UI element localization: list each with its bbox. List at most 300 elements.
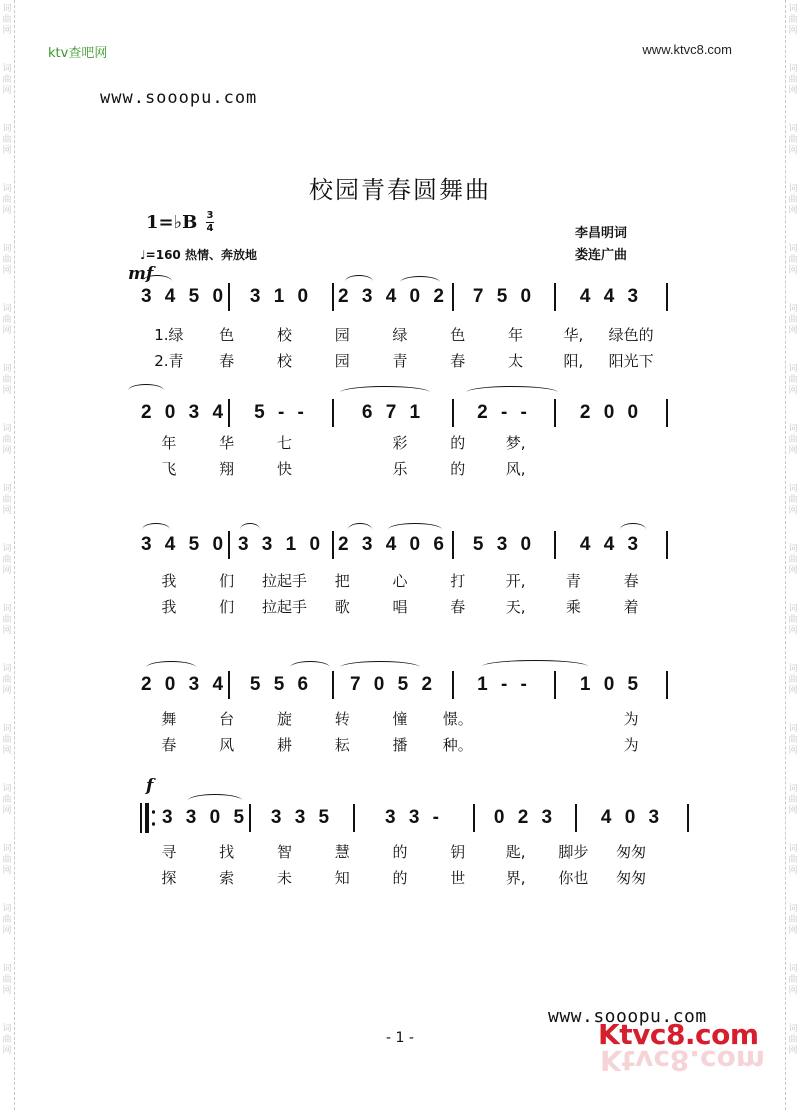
watermark-char: 网	[2, 566, 12, 576]
dynamic-f: f	[146, 776, 154, 796]
watermark-char: 网	[788, 746, 798, 756]
watermark-char: 词	[788, 304, 798, 314]
lyric-line-2	[140, 596, 660, 618]
watermark-char: 词	[788, 484, 798, 494]
measure-notes: 5 3 0	[472, 534, 536, 555]
measure-notes: 2 3 4 0 2	[338, 286, 448, 307]
lyric-syllable	[313, 432, 371, 454]
measure	[556, 402, 666, 424]
notation-line	[140, 670, 668, 700]
watermark-char: 词	[788, 784, 798, 794]
lyric-syllable: 春	[161, 736, 177, 754]
watermark-char: 网	[2, 986, 12, 996]
watermark-glyphs	[0, 544, 14, 577]
lyric-line-2	[140, 458, 660, 480]
watermark-char: 网	[788, 26, 798, 36]
watermark-char: 网	[2, 86, 12, 96]
watermark-char: 词	[788, 904, 798, 914]
watermark-char: 曲	[788, 375, 798, 385]
watermark-char: 网	[788, 266, 798, 276]
time-signature	[206, 211, 214, 234]
barline	[666, 671, 668, 699]
measure-notes: 3 4 5 0	[140, 534, 228, 555]
lyric-syllable: 春	[450, 598, 466, 616]
lyric-syllable: 乘	[565, 598, 581, 616]
lyric-syllable: 为	[623, 736, 639, 754]
watermark-glyphs	[786, 964, 800, 997]
measure	[230, 402, 332, 424]
watermark-glyphs	[0, 424, 14, 457]
measure-notes: 3 4 5 0	[140, 286, 228, 307]
lyric-syllable: 打	[450, 572, 466, 590]
barline	[666, 283, 668, 311]
slur-arc	[142, 523, 170, 536]
watermark-char: 曲	[2, 75, 12, 85]
lyric-syllable: 1.绿	[154, 326, 184, 344]
watermark-char: 网	[2, 746, 12, 756]
lyric-syllable: 转	[334, 710, 350, 728]
watermark-char: 曲	[788, 75, 798, 85]
slur-arc	[146, 661, 196, 674]
watermark-glyphs	[786, 484, 800, 517]
watermark-char: 曲	[788, 915, 798, 925]
watermark-char: 曲	[788, 795, 798, 805]
lyric-syllable: 校	[276, 326, 292, 344]
slur-arc	[400, 276, 440, 289]
lyric-syllable: 色	[219, 326, 235, 344]
measure	[230, 674, 332, 696]
watermark-glyphs	[0, 64, 14, 97]
lyric-syllable: 探	[161, 869, 177, 887]
measure-notes: 4 4 3	[579, 286, 643, 307]
measure	[334, 286, 452, 308]
lyric-syllable: 色	[450, 326, 466, 344]
source-url-top: www.sooopu.com	[100, 88, 258, 108]
lyric-syllable	[487, 708, 545, 730]
lyric-syllable: 青	[392, 352, 408, 370]
lyric-syllable: 你也	[558, 869, 589, 887]
watermark-glyphs	[0, 724, 14, 757]
measure-notes: 3 3 0 5	[161, 807, 249, 828]
watermark-char: 网	[2, 206, 12, 216]
measure	[230, 534, 332, 556]
measure-notes: 7 0 5 2	[349, 674, 437, 695]
watermark-char: 曲	[2, 795, 12, 805]
lyric-syllable: 匆匆	[616, 843, 647, 861]
watermark-char: 曲	[2, 15, 12, 25]
lyric-syllable: 播	[392, 736, 408, 754]
source-url-bottom: www.sooopu.com	[548, 1006, 707, 1027]
lyric-syllable: 阳光下	[608, 352, 654, 370]
lyric-syllable: 年	[161, 434, 177, 452]
composer-credit: 娄连广曲	[575, 248, 628, 263]
header-site-name: ktv查吧网	[48, 46, 108, 61]
watermark-char: 词	[2, 1024, 12, 1034]
logo-rest: tvc8.com	[619, 1018, 759, 1051]
measure-notes: 2 0 3 4	[140, 402, 228, 423]
lyric-syllable	[313, 458, 371, 480]
watermark-char: 词	[2, 904, 12, 914]
watermark-char: 词	[2, 64, 12, 74]
watermark-char: 曲	[2, 495, 12, 505]
watermark-char: 曲	[2, 1035, 12, 1045]
tempo-marking: ♩=160 热情、奔放地	[140, 248, 257, 262]
lyric-syllable: 唱	[392, 598, 408, 616]
measure-notes: 1 0 5	[579, 674, 643, 695]
lyric-syllable: 绿色的	[608, 326, 654, 344]
slur-arc	[240, 523, 260, 536]
lyric-line-1	[140, 708, 660, 730]
song-title: 校园青春圆舞曲	[309, 176, 491, 204]
slur-arc	[466, 386, 558, 399]
watermark-char: 词	[2, 184, 12, 194]
measure	[230, 286, 332, 308]
lyric-syllable: 心	[392, 572, 408, 590]
barline	[666, 531, 668, 559]
lyric-syllable: 七	[276, 434, 292, 452]
watermark-char: 网	[2, 926, 12, 936]
watermark-char: 词	[788, 364, 798, 374]
watermark-char: 词	[2, 724, 12, 734]
lyric-syllable: 界,	[505, 869, 526, 887]
watermark-char: 词	[2, 964, 12, 974]
watermark-char: 网	[2, 686, 12, 696]
watermark-char: 曲	[788, 15, 798, 25]
watermark-char: 词	[788, 184, 798, 194]
watermark-char: 词	[788, 844, 798, 854]
lyric-syllable: 拉起手	[261, 598, 307, 616]
watermark-char: 曲	[788, 675, 798, 685]
lyric-syllable: 索	[219, 869, 235, 887]
lyric-syllable: 的	[450, 434, 466, 452]
watermark-char: 网	[788, 86, 798, 96]
measure-notes: 6 7 1	[361, 402, 425, 423]
lyric-syllable: 梦,	[505, 434, 526, 452]
lyric-syllable: 的	[392, 869, 408, 887]
watermark-char: 网	[788, 206, 798, 216]
lyric-syllable: 种。	[442, 736, 473, 754]
watermark-char: 曲	[788, 855, 798, 865]
measure	[577, 807, 687, 829]
lyric-syllable: 2.青	[154, 352, 184, 370]
watermark-glyphs	[786, 244, 800, 277]
lyric-syllable: 耘	[334, 736, 350, 754]
lyric-syllable	[602, 458, 660, 480]
watermark-char: 曲	[788, 615, 798, 625]
watermark-char: 网	[2, 446, 12, 456]
watermark-char: 词	[2, 604, 12, 614]
lyric-syllable: 太	[508, 352, 524, 370]
measure-notes: 0 2 3	[493, 807, 557, 828]
slur-arc	[340, 661, 420, 674]
lyric-syllable: 翔	[219, 460, 235, 478]
lyric-line-2	[140, 350, 660, 372]
lyric-syllable: 智	[276, 843, 292, 861]
watermark-char: 网	[2, 266, 12, 276]
lyricist-credit: 李昌明词	[575, 226, 628, 241]
watermark-char: 曲	[2, 855, 12, 865]
slur-arc	[620, 523, 646, 536]
repeat-start-barline	[140, 803, 155, 833]
lyric-syllable: 把	[334, 572, 350, 590]
measure	[355, 807, 473, 829]
lyric-line-2	[140, 867, 660, 889]
barline	[666, 399, 668, 427]
watermark-char: 词	[2, 424, 12, 434]
watermark-glyphs	[786, 724, 800, 757]
slur-arc	[388, 523, 442, 536]
measure-notes: 4 4 3	[579, 534, 643, 555]
measure	[556, 286, 666, 308]
measure	[140, 674, 228, 696]
watermark-glyphs	[786, 424, 800, 457]
watermark-char: 网	[788, 566, 798, 576]
lyric-syllable	[544, 708, 602, 730]
lyric-syllable: 钥	[450, 843, 466, 861]
watermark-glyphs	[786, 844, 800, 877]
lyric-syllable: 歌	[334, 598, 350, 616]
lyric-line-1	[140, 432, 660, 454]
watermark-char: 曲	[788, 195, 798, 205]
watermark-char: 曲	[788, 735, 798, 745]
watermark-char: 曲	[2, 675, 12, 685]
watermark-glyphs	[0, 844, 14, 877]
lyric-syllable	[544, 734, 602, 756]
measure-notes: 5 5 6	[249, 674, 313, 695]
watermark-char: 曲	[2, 435, 12, 445]
lyric-syllable: 匙,	[505, 843, 526, 861]
watermark-char: 曲	[2, 375, 12, 385]
measure-notes: 7 5 0	[472, 286, 536, 307]
lyric-syllable: 拉起手	[261, 572, 307, 590]
lyric-syllable: 我	[161, 598, 177, 616]
lyric-syllable: 绿	[392, 326, 408, 344]
lyric-syllable: 园	[334, 352, 350, 370]
lyric-syllable: 世	[450, 869, 466, 887]
lyric-syllable: 憬。	[442, 710, 473, 728]
watermark-glyphs	[0, 664, 14, 697]
measure	[454, 674, 554, 696]
lyric-line-1	[140, 324, 660, 346]
lyric-syllable: 春	[450, 352, 466, 370]
watermark-char: 曲	[2, 555, 12, 565]
watermark-glyphs	[786, 304, 800, 337]
watermark-glyphs	[786, 604, 800, 637]
watermark-glyphs	[0, 784, 14, 817]
watermark-char: 网	[788, 866, 798, 876]
lyric-syllable: 彩	[392, 434, 408, 452]
watermark-glyphs	[0, 4, 14, 37]
watermark-char: 网	[788, 446, 798, 456]
watermark-glyphs	[786, 4, 800, 37]
watermark-char: 网	[2, 146, 12, 156]
watermark-char: 网	[788, 926, 798, 936]
measure	[334, 534, 452, 556]
watermark-char: 曲	[788, 1035, 798, 1045]
header-site-url: www.ktvc8.com	[642, 42, 732, 57]
measure	[475, 807, 575, 829]
lyric-syllable: 年	[508, 326, 524, 344]
lyric-syllable: 的	[450, 460, 466, 478]
lyric-syllable: 我	[161, 572, 177, 590]
watermark-glyphs	[786, 124, 800, 157]
slur-arc	[348, 523, 372, 536]
lyric-syllable: 飞	[161, 460, 177, 478]
measure	[454, 534, 554, 556]
lyric-syllable: 春	[623, 572, 639, 590]
page-number: - 1 -	[386, 1030, 414, 1046]
logo-k: K	[598, 1018, 620, 1051]
watermark-glyphs	[0, 244, 14, 277]
lyric-line-1	[140, 841, 660, 863]
watermark-char: 网	[2, 506, 12, 516]
measure	[334, 402, 452, 424]
lyric-syllable: 们	[219, 598, 235, 616]
watermark-char: 词	[2, 784, 12, 794]
lyric-syllable: 知	[334, 869, 350, 887]
lyric-syllable	[602, 432, 660, 454]
lyric-syllable: 春	[219, 352, 235, 370]
watermark-char: 网	[2, 806, 12, 816]
watermark-char: 曲	[2, 195, 12, 205]
watermark-glyphs	[0, 904, 14, 937]
slur-arc	[345, 275, 373, 288]
logo-reflection: Ktvc8.com	[600, 1044, 766, 1077]
watermark-char: 词	[2, 4, 12, 14]
watermark-char: 曲	[788, 555, 798, 565]
lyric-syllable: 匆匆	[616, 869, 647, 887]
measure-notes: 5 - -	[254, 402, 308, 423]
measure	[140, 286, 228, 308]
slur-arc	[142, 275, 172, 288]
watermark-glyphs	[786, 364, 800, 397]
watermark-char: 词	[788, 424, 798, 434]
lyric-syllable: 脚步	[558, 843, 589, 861]
watermark-char: 网	[2, 1046, 12, 1056]
lyric-syllable: 华	[219, 434, 235, 452]
measure	[556, 534, 666, 556]
watermark-char: 词	[788, 544, 798, 554]
watermark-char: 网	[788, 806, 798, 816]
measure-notes: 2 - -	[477, 402, 531, 423]
slur-arc	[482, 660, 588, 673]
lyric-syllable: 找	[219, 843, 235, 861]
lyric-syllable: 憧	[392, 710, 408, 728]
meter-top: 3	[206, 210, 214, 221]
watermark-char: 曲	[2, 315, 12, 325]
key-signature: 1=♭B	[146, 212, 198, 233]
lyric-syllable: 旋	[276, 710, 292, 728]
dynamic-mf: mf	[128, 264, 154, 284]
measure-notes: 2 0 0	[579, 402, 643, 423]
lyric-syllable: 天,	[505, 598, 526, 616]
watermark-char: 曲	[788, 495, 798, 505]
measure	[140, 402, 228, 424]
lyric-syllable: 着	[623, 598, 639, 616]
watermark-char: 词	[788, 724, 798, 734]
slur-arc	[340, 386, 430, 399]
lyric-syllable: 开,	[505, 572, 526, 590]
measure	[454, 402, 554, 424]
watermark-char: 网	[788, 386, 798, 396]
watermark-char: 词	[2, 844, 12, 854]
measure-notes: 1 - -	[477, 674, 531, 695]
watermark-glyphs	[0, 604, 14, 637]
watermark-glyphs	[786, 664, 800, 697]
watermark-glyphs	[786, 64, 800, 97]
watermark-char: 网	[2, 866, 12, 876]
watermark-char: 曲	[2, 735, 12, 745]
measure-notes: 3 3 -	[384, 807, 444, 828]
watermark-char: 词	[2, 544, 12, 554]
watermark-char: 曲	[2, 255, 12, 265]
watermark-char: 网	[788, 1046, 798, 1056]
watermark-char: 曲	[788, 315, 798, 325]
watermark-char: 词	[2, 304, 12, 314]
watermark-char: 网	[2, 326, 12, 336]
watermark-char: 网	[788, 686, 798, 696]
measure-notes: 3 3 5	[270, 807, 334, 828]
watermark-char: 曲	[2, 135, 12, 145]
watermark-char: 网	[2, 626, 12, 636]
watermark-char: 词	[788, 124, 798, 134]
measure-notes: 2 0 3 4	[140, 674, 228, 695]
watermark-char: 曲	[788, 255, 798, 265]
lyric-syllable: 未	[276, 869, 292, 887]
watermark-char: 词	[2, 244, 12, 254]
watermark-char: 网	[788, 626, 798, 636]
lyric-syllable: 耕	[276, 736, 292, 754]
lyric-syllable: 舞	[161, 710, 177, 728]
measure-notes: 3 3 1 0	[237, 534, 325, 555]
watermark-char: 曲	[788, 435, 798, 445]
watermark-char: 曲	[2, 615, 12, 625]
measure	[556, 674, 666, 696]
lyric-syllable	[487, 734, 545, 756]
measure	[161, 807, 249, 829]
lyric-syllable: 乐	[392, 460, 408, 478]
watermark-char: 词	[788, 64, 798, 74]
measure-notes: 4 0 3	[600, 807, 664, 828]
watermark-char: 词	[2, 664, 12, 674]
notation-line	[140, 398, 668, 428]
watermark-char: 词	[788, 604, 798, 614]
lyric-syllable: 园	[334, 326, 350, 344]
watermark-char: 曲	[2, 975, 12, 985]
watermark-char: 词	[788, 664, 798, 674]
measure	[140, 534, 228, 556]
lyric-syllable: 台	[219, 710, 235, 728]
lyric-syllable: 华,	[563, 326, 584, 344]
slur-arc	[290, 661, 330, 674]
watermark-char: 网	[2, 386, 12, 396]
lyric-syllable: 青	[565, 572, 581, 590]
lyric-syllable	[544, 458, 602, 480]
measure-notes: 3 1 0	[249, 286, 313, 307]
lyric-syllable: 为	[623, 710, 639, 728]
watermark-char: 网	[2, 26, 12, 36]
lyric-syllable: 校	[276, 352, 292, 370]
lyric-syllable	[544, 432, 602, 454]
lyric-syllable: 寻	[161, 843, 177, 861]
watermark-char: 词	[2, 484, 12, 494]
watermark-char: 网	[788, 506, 798, 516]
slur-arc	[188, 794, 242, 807]
watermark-glyphs	[0, 364, 14, 397]
lyric-syllable: 阳,	[563, 352, 584, 370]
slur-arc	[128, 384, 164, 397]
lyric-line-1	[140, 570, 660, 592]
